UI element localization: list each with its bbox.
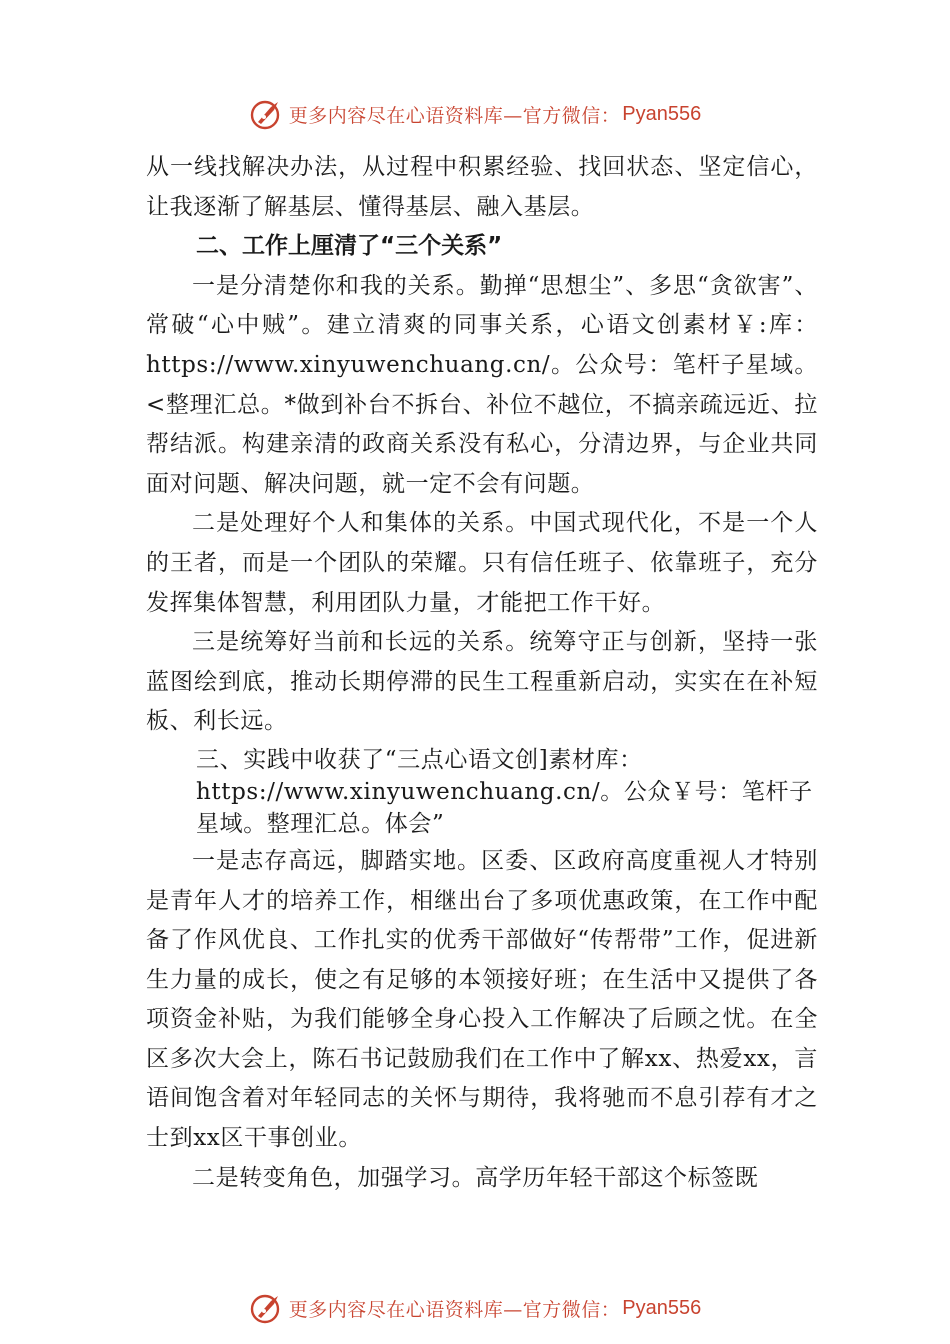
banner-wechat-id: Pyan556 <box>622 1296 702 1319</box>
pen-nib-logo-icon <box>249 96 285 132</box>
pen-nib-logo-icon <box>249 1290 285 1326</box>
document-body <box>146 148 818 1198</box>
section-heading-2: 二、工作上厘清了“三个关系” <box>196 233 503 260</box>
banner-wechat-id: Pyan556 <box>622 102 702 125</box>
paragraph-2: 一是分清楚你和我的关系。勤掸“思想尘”、多思“贪欲害”、常破“心中贼”。建立清爽的同事关系，心语文创素材￥:库：https://www.xinyuwenchuang.cn/。公众号：笔杆子星域。<整理汇总。*做到补台不拆台、补位不越位，不搞亲疏远近、拉帮结派。构建亲清的政商关系没有私心，分清边界，与企业共同面对问题、解决问题，就一定不会有问题。 <box>146 272 818 497</box>
banner-text: 更多内容尽在心语资料库—官方微信： <box>288 1298 621 1321</box>
paragraph-4: 三是统筹好当前和长远的关系。统筹守正与创新，坚持一张蓝图绘到底，推动长期停滞的民生工程重新启动，实实在在补短板、利长远。 <box>146 629 818 735</box>
paragraph-5: 一是志存高远，脚踏实地。区委、区政府高度重视人才特别是青年人才的培养工作，相继出台了多项优惠政策，在工作中配备了作风优良、工作扎实的优秀干部做好“传帮带”工作，促进新生力量的成长，使之有足够的本领接好班；在生活中又提供了各项资金补贴，为我们能够全身心投入工作解决了后顾之忧。在全区多次大会上，陈石书记鼓励我们在工作中了解xx、热爱xx，言语间饱含着对年轻同志的关怀与期待，我将驰而不息引荐有才之士到xx区干事创业。 <box>146 847 818 1152</box>
footer-banner <box>0 1288 950 1328</box>
paragraph-6: 二是转变角色，加强学习。高学历年轻干部这个标签既 <box>192 1164 759 1191</box>
banner-text: 更多内容尽在心语资料库—官方微信： <box>288 104 621 127</box>
section-heading-3: 三、实践中收获了“三点心语文创]素材库：https://www.xinyuwenchuang.cn/。公众￥号：笔杆子星域。整理汇总。体会” <box>196 746 813 837</box>
paragraph-3: 二是处理好个人和集体的关系。中国式现代化，不是一个人的王者，而是一个团队的荣耀。只有信任班子、依靠班子，充分发挥集体智慧，利用团队力量，才能把工作干好。 <box>146 510 818 616</box>
header-banner <box>0 94 950 134</box>
paragraph-1: 从一线找解决办法，从过程中积累经验、找回状态、坚定信心，让我逐渐了解基层、懂得基层、融入基层。 <box>146 154 818 220</box>
